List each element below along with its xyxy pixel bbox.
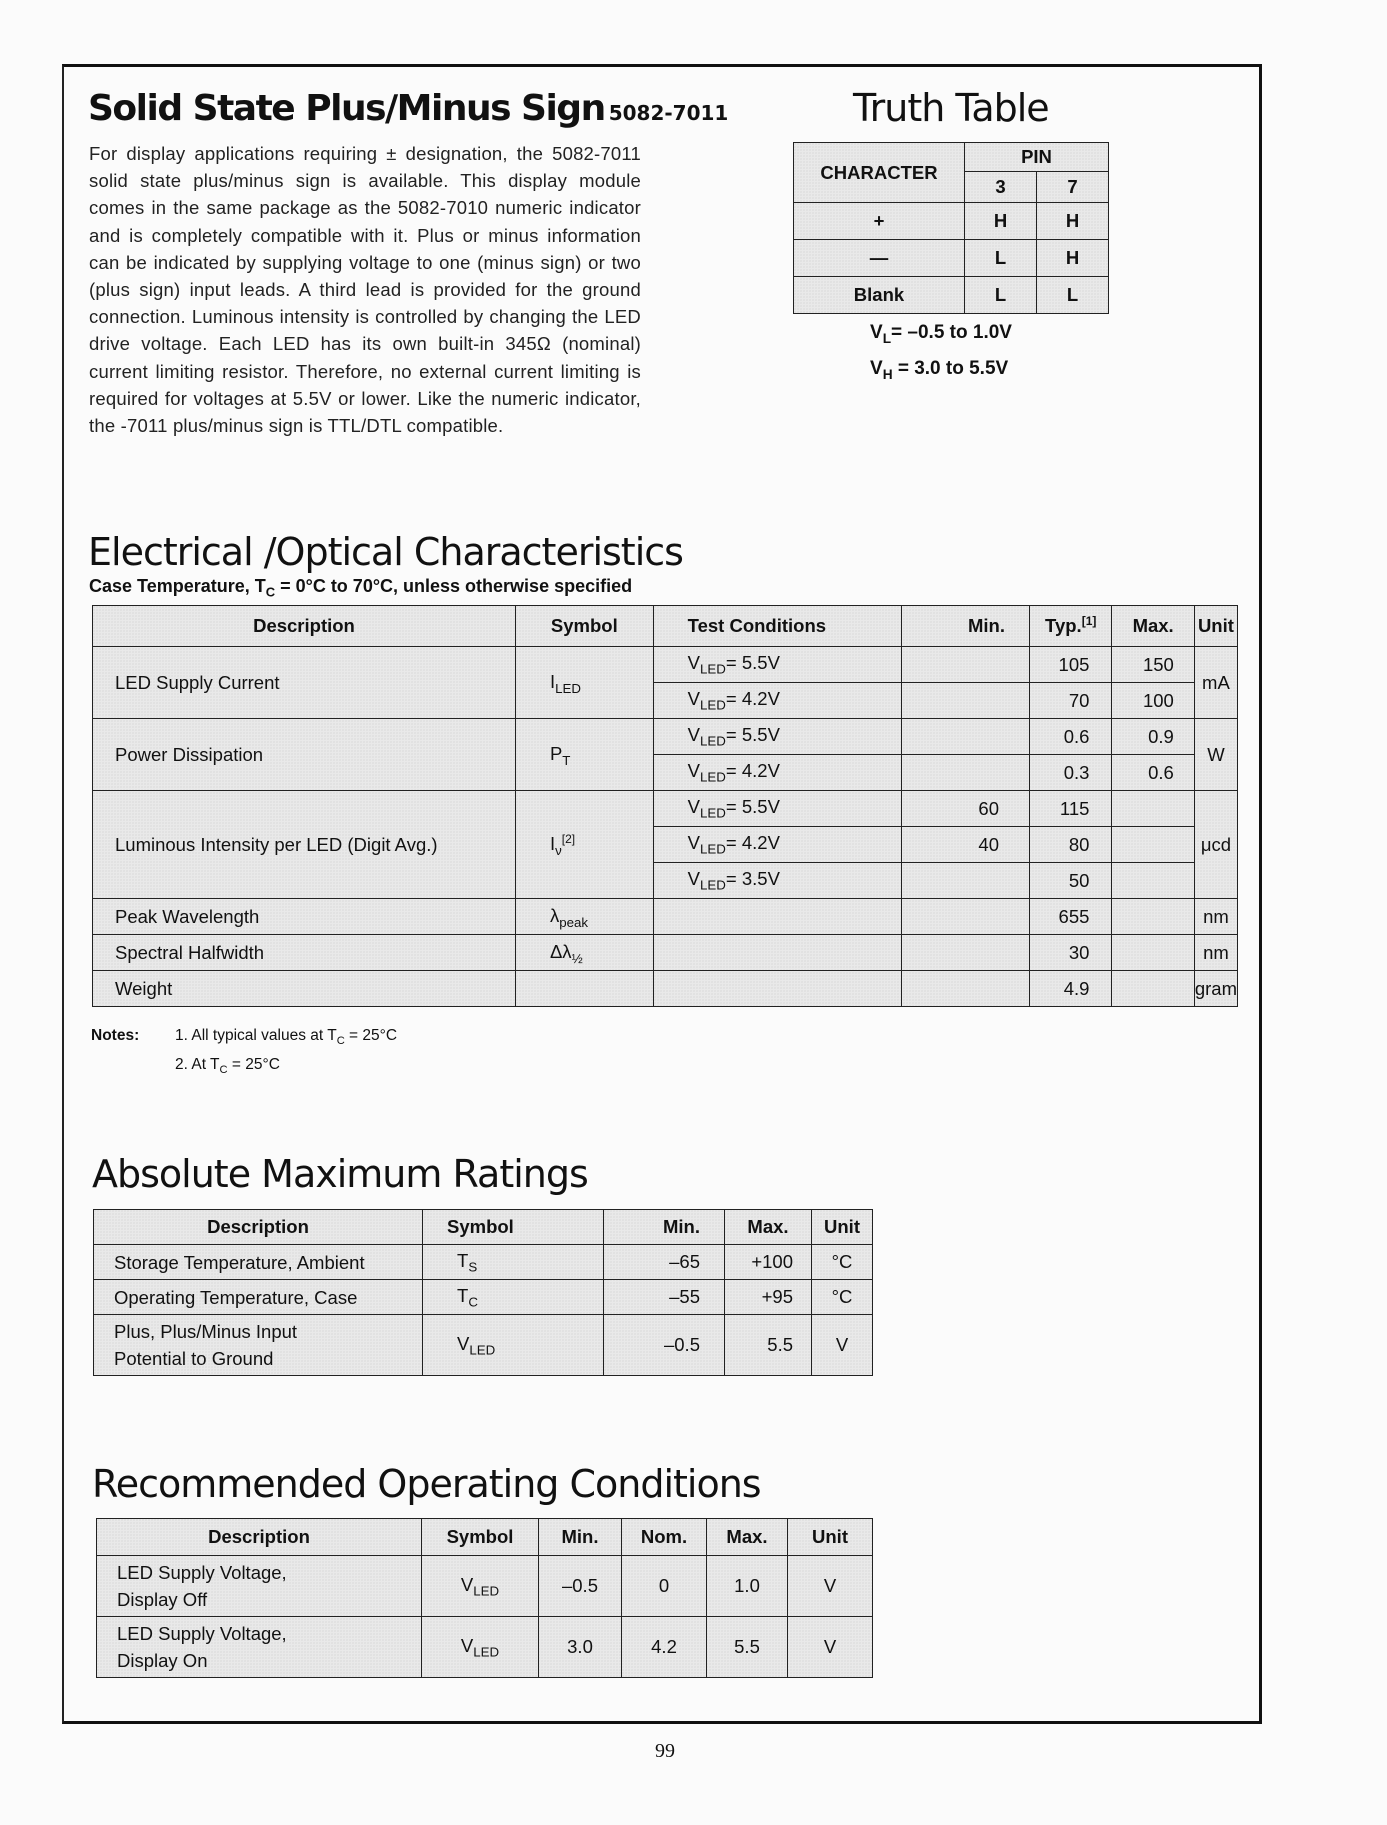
cond-value: = 4.2V [725,688,780,710]
symbol-cell [515,935,653,971]
symbol-sub: T [562,752,571,768]
cond-value: = 4.2V [725,760,780,782]
max-cell: +100 [725,1245,812,1280]
nom-cell: 4.2 [622,1617,707,1678]
pin7-cell: L [1037,277,1109,314]
max-cell: 0.9 [1112,719,1194,755]
cond-sub: LED [700,697,726,713]
description-line: Storage Temperature, Ambient [114,1251,365,1273]
col-pin: PIN [965,143,1109,172]
description-line: Display Off [117,1589,208,1610]
description-line: Operating Temperature, Case [114,1286,358,1308]
symbol-cell [515,791,653,899]
table-row [93,791,1238,827]
col-unit: Unit [788,1519,873,1556]
unit-cell: mA [1194,647,1237,719]
max-cell [1112,899,1194,935]
description-line: LED Supply Voltage, [117,1623,287,1644]
table-row [794,240,1109,277]
min-cell [902,719,1030,755]
description-cell [97,1556,422,1617]
table-row [93,899,1238,935]
cond-symbol: V [687,832,700,854]
cond-value: = 5.5V [725,724,780,746]
min-cell: 3.0 [539,1617,622,1678]
min-cell [902,755,1030,791]
max-cell: 0.6 [1112,755,1194,791]
pin3-cell: L [965,277,1037,314]
symbol-main: I [549,670,556,692]
test-condition-cell [653,647,902,683]
col-pin-3: 3 [965,172,1037,203]
cond-sub: LED [700,841,726,857]
intro-paragraph: For display applications requiring ± designation, the 5082-7011 solid state plus/minus sign is available. This display module comes in the same package as the 5082-7010 numeric indicator and is completely compatible with it. Plus or minus information can be indicated by supplying voltage to one (minus sign) or two (plus sign) input leads. A third lead is provided for the ground connection. Luminous intensity is controlled by changing the LED drive voltage. Each LED has its own built-in 345Ω (nominal) current limiting resistor. Therefore, no external current limiting is required for voltages at 5.5V or lower. Like the numeric indicator, the -7011 plus/minus sign is TTL/DTL compatible. [89,143,641,437]
cond-sub: LED [700,805,726,821]
table-row [97,1617,873,1678]
typ-cell: 30 [1030,935,1112,971]
cond-symbol: V [687,796,700,818]
typ-cell: 105 [1030,647,1112,683]
note-tail: = 25°C [227,1056,280,1074]
cond-symbol: V [687,652,700,674]
vh-text: = 3.0 to 5.5V [892,358,1009,379]
description-line: Plus, Plus/Minus Input [114,1321,298,1342]
table-row [94,1245,873,1280]
cond-sub: LED [700,877,726,893]
description-cell [94,1280,423,1315]
description-cell: Peak Wavelength [93,899,516,935]
col-max: Max. [707,1519,788,1556]
subtitle-part: = 0°C to 70°C, unless otherwise specified [275,576,633,596]
max-cell: 150 [1112,647,1194,683]
unit-cell: V [788,1556,873,1617]
note-text: 1. All typical values at T [175,1027,337,1044]
col-symbol: Symbol [422,1519,539,1556]
min-cell [902,863,1030,899]
test-condition-cell [653,683,902,719]
table-row [93,935,1238,971]
typ-cell: 70 [1030,683,1112,719]
vl-symbol: V [870,322,883,343]
pin3-cell: H [965,203,1037,240]
note-tail: = 25°C [344,1027,398,1044]
col-min: Min. [539,1519,622,1556]
min-cell [902,971,1030,1007]
symbol-main: V [457,1332,470,1354]
cond-symbol: V [687,868,700,890]
unit-cell: gram [1194,971,1237,1007]
unit-cell: V [812,1315,873,1376]
unit-cell: V [788,1617,873,1678]
vh-range [870,358,1008,382]
symbol-main: P [549,742,563,764]
typ-cell: 115 [1030,791,1112,827]
col-min: Min. [902,606,1030,647]
cond-sub: LED [700,769,726,785]
table-row [97,1556,873,1617]
description-cell: Power Dissipation [93,719,516,791]
description-cell: Weight [93,971,516,1007]
min-cell [902,935,1030,971]
unit-cell: μcd [1194,791,1237,899]
vh-sub: H [882,366,893,382]
cond-sub: LED [700,733,726,749]
vh-symbol: V [870,358,883,379]
typ-label: Typ. [1045,615,1082,637]
symbol-cell [422,1556,539,1617]
max-cell: 5.5 [707,1617,788,1678]
typ-cell: 0.6 [1030,719,1112,755]
unit-cell: nm [1194,899,1237,935]
symbol-sub: ν [555,842,562,858]
min-cell: –65 [604,1245,725,1280]
cond-sub: LED [700,661,726,677]
test-condition-cell [653,971,902,1007]
symbol-main: I [549,832,556,854]
description-cell [97,1617,422,1678]
symbol-main: V [460,1573,474,1595]
min-cell: 60 [902,791,1030,827]
col-pin-7: 7 [1037,172,1109,203]
symbol-sub: peak [559,914,589,930]
symbol-cell [515,647,653,719]
symbol-sub: LED [469,1342,496,1358]
note-sub: C [336,1035,345,1048]
truth-table-title: Truth Table [853,86,1049,130]
max-cell: 1.0 [707,1556,788,1617]
col-min: Min. [604,1210,725,1245]
page-title [88,88,728,129]
description-line: Potential to Ground [114,1348,274,1369]
max-cell: +95 [725,1280,812,1315]
table-row [93,647,1238,683]
character-cell: + [794,203,965,240]
symbol-cell [423,1315,604,1376]
col-symbol: Symbol [515,606,653,647]
character-cell: Blank [794,277,965,314]
col-description: Description [94,1210,423,1245]
note-1 [91,1024,397,1053]
col-unit: Unit [1194,606,1237,647]
symbol-footnote: [2] [561,831,576,846]
description-cell: Spectral Halfwidth [93,935,516,971]
table-row [794,277,1109,314]
test-condition-cell [653,863,902,899]
max-cell: 100 [1112,683,1194,719]
typ-cell: 80 [1030,827,1112,863]
electrical-table [92,605,1238,1007]
cond-symbol: V [687,688,700,710]
notes [91,1024,397,1082]
unit-cell: W [1194,719,1237,791]
symbol-cell [515,899,653,935]
symbol-sub: S [468,1259,478,1275]
nom-cell: 0 [622,1556,707,1617]
min-cell [902,899,1030,935]
min-cell [902,683,1030,719]
col-description: Description [97,1519,422,1556]
table-row [93,719,1238,755]
electrical-title: Electrical /Optical Characteristics [88,530,683,574]
symbol-sub: ½ [571,950,583,966]
symbol-cell [423,1280,604,1315]
unit-cell: nm [1194,935,1237,971]
min-cell [902,647,1030,683]
pin7-cell: H [1037,203,1109,240]
table-header-row [97,1519,873,1556]
description-cell: LED Supply Current [93,647,516,719]
note-sub: C [219,1064,228,1077]
description-cell [94,1315,423,1376]
symbol-main: T [457,1284,469,1306]
max-cell: 5.5 [725,1315,812,1376]
col-character: CHARACTER [794,143,965,203]
typ-cell: 655 [1030,899,1112,935]
recommended-table [96,1518,873,1678]
symbol-cell [515,719,653,791]
vl-text: = –0.5 to 1.0V [891,322,1012,343]
subtitle-sub: C [265,584,276,600]
max-cell [1112,827,1194,863]
max-cell [1112,863,1194,899]
symbol-cell [515,971,653,1007]
test-condition-cell [653,755,902,791]
min-cell: –0.5 [604,1315,725,1376]
character-cell: — [794,240,965,277]
notes-label: Notes: [91,1027,140,1044]
vl-sub: L [882,330,892,346]
symbol-sub: C [468,1294,478,1310]
typ-footnote: [1] [1081,614,1097,629]
recommended-title: Recommended Operating Conditions [92,1462,761,1506]
test-condition-cell [653,791,902,827]
subtitle-part: Case Temperature, T [89,576,266,596]
note-2 [91,1053,397,1082]
cond-value: = 3.5V [725,868,780,890]
unit-cell: °C [812,1280,873,1315]
col-description: Description [93,606,516,647]
test-condition-cell [653,827,902,863]
col-symbol: Symbol [423,1210,604,1245]
description-cell [94,1245,423,1280]
symbol-main: Δλ [549,940,572,962]
typ-cell: 50 [1030,863,1112,899]
note-text: 2. At T [175,1056,220,1074]
pin3-cell: L [965,240,1037,277]
table-row [93,971,1238,1007]
truth-table [793,142,1109,314]
symbol-main: V [460,1634,474,1656]
symbol-sub: LED [473,1644,500,1660]
col-test-conditions: Test Conditions [653,606,902,647]
cond-symbol: V [687,760,700,782]
test-condition-cell [653,935,902,971]
col-max: Max. [725,1210,812,1245]
cond-value: = 4.2V [725,832,780,854]
min-cell: –55 [604,1280,725,1315]
typ-cell: 4.9 [1030,971,1112,1007]
col-max: Max. [1112,606,1194,647]
max-cell [1112,791,1194,827]
typ-cell: 0.3 [1030,755,1112,791]
symbol-sub: LED [555,680,581,696]
electrical-subtitle [89,576,632,600]
cond-value: = 5.5V [725,796,780,818]
max-cell [1112,935,1194,971]
abs-max-table [93,1209,873,1376]
test-condition-cell [653,719,902,755]
description-cell: Luminous Intensity per LED (Digit Avg.) [93,791,516,899]
table-row [794,203,1109,240]
pin7-cell: H [1037,240,1109,277]
description-line: Display On [117,1650,208,1671]
table-header-row [94,1210,873,1245]
col-typ [1030,606,1112,647]
title-text: Solid State Plus/Minus Sign [88,88,605,129]
min-cell: –0.5 [539,1556,622,1617]
table-header-row [93,606,1238,647]
unit-cell: °C [812,1245,873,1280]
cond-symbol: V [687,724,700,746]
symbol-cell [423,1245,604,1280]
vl-range [870,322,1012,346]
symbol-sub: LED [473,1583,500,1599]
symbol-main: λ [549,904,560,926]
max-cell [1112,971,1194,1007]
col-nom: Nom. [622,1519,707,1556]
cond-value: = 5.5V [725,652,780,674]
col-unit: Unit [812,1210,873,1245]
description-line: LED Supply Voltage, [117,1562,287,1583]
part-number: 5082-7011 [608,101,729,125]
abs-max-title: Absolute Maximum Ratings [92,1152,588,1196]
symbol-cell [422,1617,539,1678]
symbol-main: T [457,1249,469,1271]
page-number: 99 [655,1740,675,1762]
min-cell: 40 [902,827,1030,863]
table-row [94,1280,873,1315]
test-condition-cell [653,899,902,935]
table-row [94,1315,873,1376]
